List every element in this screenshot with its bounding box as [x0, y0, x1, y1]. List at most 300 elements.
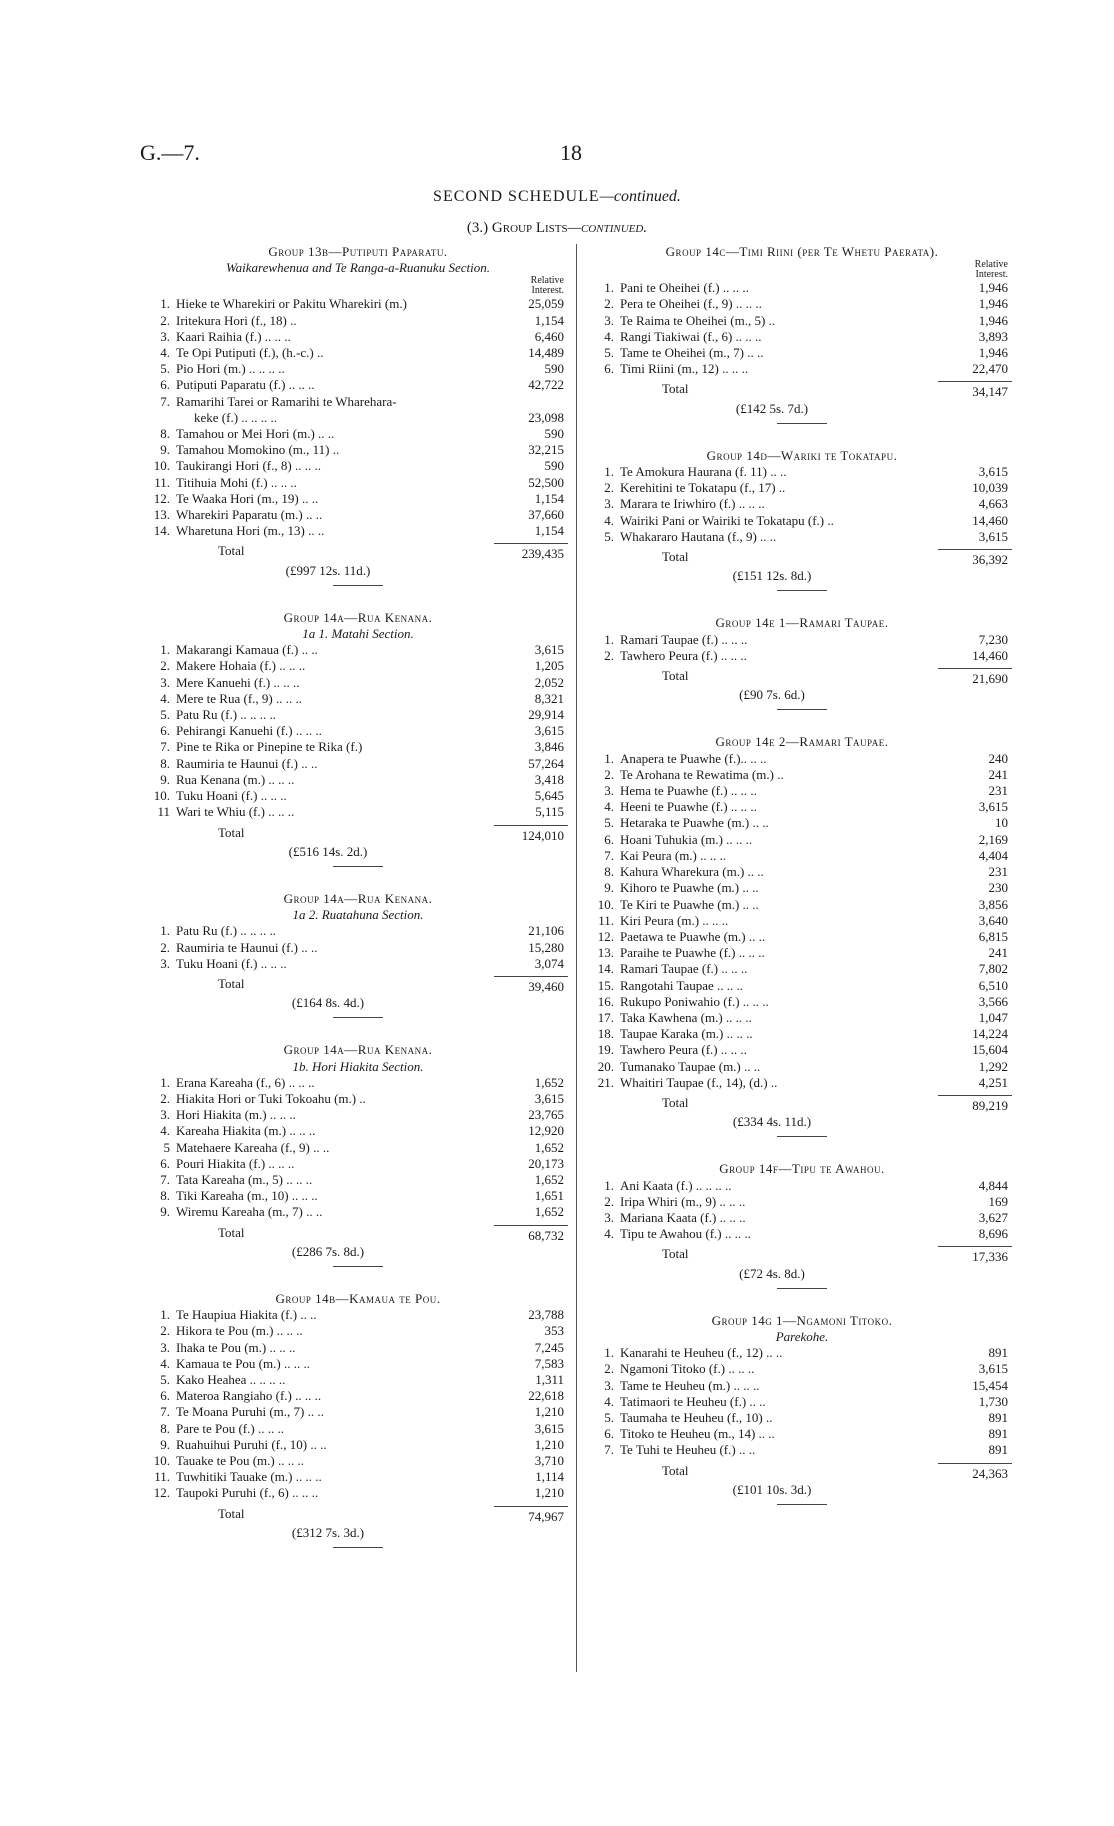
- owner-entry: [148, 1091, 366, 1107]
- owner-entry: [148, 377, 315, 393]
- relative-interest-value: 231: [988, 864, 1008, 880]
- total-value: 21,690: [938, 668, 1012, 687]
- list-item: [592, 783, 1012, 799]
- list-item: [592, 1442, 1012, 1458]
- total-value: 74,967: [494, 1506, 568, 1525]
- relative-interest-value: 42,722: [528, 377, 564, 393]
- total-row: [592, 668, 1012, 687]
- list-item: [148, 804, 568, 820]
- list-item: [592, 1075, 1012, 1091]
- relative-interest-value: 3,418: [534, 771, 564, 787]
- item-number: 1.: [160, 642, 170, 658]
- item-number: 12.: [153, 1485, 170, 1501]
- list-item: [148, 707, 568, 723]
- relative-interest-value: 2,052: [534, 674, 564, 690]
- item-number: 20.: [597, 1058, 614, 1074]
- owner-entry: [592, 1026, 753, 1042]
- owner-entry: [592, 815, 769, 831]
- owner-name: Te Opi Putiputi (f.), (h.-c.) ..: [176, 345, 324, 361]
- right-column: [592, 244, 1012, 1515]
- list-item: [592, 1345, 1012, 1361]
- owner-name: Te Kiri te Puawhe (m.) .. ..: [620, 896, 759, 912]
- owner-entry: [148, 723, 322, 739]
- relative-interest-value: 10,039: [972, 480, 1008, 496]
- relative-interest-value: 1,651: [534, 1188, 564, 1204]
- list-item: [148, 723, 568, 739]
- owner-name: Rua Kenana (m.) .. .. ..: [176, 771, 295, 787]
- relative-interest-value: 1,154: [534, 490, 564, 506]
- owner-name: Ramarihi Tarei or Ramarihi te Wharehara-: [176, 393, 397, 409]
- owner-name: Taupae Karaka (m.) .. .. ..: [620, 1026, 753, 1042]
- owner-name: Kaari Raihia (f.) .. .. ..: [176, 328, 291, 344]
- total-row: [148, 543, 568, 562]
- owner-name: Ngamoni Titoko (f.) .. .. ..: [620, 1361, 755, 1377]
- owner-entry: [592, 496, 765, 512]
- owner-entry: [148, 296, 407, 312]
- group-subtitle: 1a 1. Matahi Section.: [302, 626, 414, 642]
- list-item: [592, 913, 1012, 929]
- item-number: 3.: [604, 1377, 614, 1393]
- total-value: 68,732: [494, 1225, 568, 1244]
- item-number: 6.: [604, 831, 614, 847]
- owner-entry: [148, 394, 397, 410]
- owner-name: Wairiki Pani or Wairiki te Tokatapu (f.) ..: [620, 512, 834, 528]
- item-number: 2.: [604, 296, 614, 312]
- item-number: 4.: [160, 345, 170, 361]
- owner-entry: [148, 923, 276, 939]
- owner-entry: [592, 329, 762, 345]
- list-item: [148, 1437, 568, 1453]
- relative-interest-value: 1,210: [534, 1436, 564, 1452]
- item-number: 3.: [160, 674, 170, 690]
- item-number: 4.: [160, 1355, 170, 1371]
- item-number: 17.: [597, 1009, 614, 1025]
- money-amount: (£516 14s. 2d.): [288, 843, 368, 859]
- list-item: [148, 442, 568, 458]
- separator-rule: [777, 1504, 827, 1505]
- owner-name: Taukirangi Hori (f., 8) .. .. ..: [176, 458, 321, 474]
- relative-interest-value: 37,660: [528, 507, 564, 523]
- total-value: 39,460: [494, 976, 568, 995]
- list-item: [148, 1372, 568, 1388]
- owner-name: Putiputi Paparatu (f.) .. .. ..: [176, 377, 315, 393]
- relative-interest-value: 169: [988, 1193, 1008, 1209]
- list-item: [592, 496, 1012, 512]
- relative-interest-value: 3,615: [534, 642, 564, 658]
- total-label: Total: [662, 1462, 689, 1478]
- item-number: 5.: [160, 1371, 170, 1387]
- owner-entry: [148, 707, 276, 723]
- owner-entry: [592, 464, 786, 480]
- owner-entry: [592, 994, 769, 1010]
- relative-interest-value: 23,788: [528, 1307, 564, 1323]
- owner-name: Taka Kawhena (m.) .. .. ..: [620, 1009, 752, 1025]
- owner-name: Te Waaka Hori (m., 19) .. ..: [176, 490, 319, 506]
- owner-entry: [148, 658, 305, 674]
- owner-entry: [148, 691, 302, 707]
- list-item: [592, 1361, 1012, 1377]
- group-block: [592, 1299, 1012, 1505]
- relative-interest-value: 6,510: [978, 977, 1008, 993]
- item-number: 3.: [160, 955, 170, 971]
- relative-interest-value: 7,802: [978, 961, 1008, 977]
- separator-rule: [777, 1136, 827, 1137]
- page-number: 18: [560, 140, 582, 165]
- item-number: 6.: [604, 361, 614, 377]
- item-number: 4.: [160, 1123, 170, 1139]
- owner-name: Kahura Wharekura (m.) .. ..: [620, 864, 764, 880]
- item-number: 5.: [160, 361, 170, 377]
- owner-entry: [148, 1204, 322, 1220]
- relative-interest-value: 1,047: [978, 1009, 1008, 1025]
- item-number: 15.: [597, 977, 614, 993]
- group-block: [148, 1028, 568, 1267]
- owner-entry: [148, 1156, 294, 1172]
- relative-interest-value: 32,215: [528, 442, 564, 458]
- list-item: [148, 756, 568, 772]
- relative-interest-value: 15,454: [972, 1377, 1008, 1393]
- owner-entry: [148, 788, 287, 804]
- list-item: [592, 529, 1012, 545]
- list-item: [592, 632, 1012, 648]
- list-item: [148, 1421, 568, 1437]
- relative-interest-value: 3,856: [978, 896, 1008, 912]
- total-row: [148, 825, 568, 844]
- owner-entry: [592, 1226, 751, 1242]
- group-block: [148, 877, 568, 1018]
- relative-interest-value: 1,292: [978, 1058, 1008, 1074]
- item-number: 5.: [604, 1409, 614, 1425]
- list-item: [148, 1091, 568, 1107]
- group-title: Group 14g 1—Ngamoni Titoko.: [711, 1312, 893, 1328]
- relative-interest-value: 1,652: [534, 1139, 564, 1155]
- money-amount: (£312 7s. 3d.): [291, 1524, 365, 1540]
- separator-rule: [777, 590, 827, 591]
- item-number: 7.: [160, 739, 170, 755]
- item-number: 2.: [604, 480, 614, 496]
- group-subtitle: 1a 2. Ruatahuna Section.: [292, 907, 424, 923]
- relative-interest-value: 4,663: [978, 496, 1008, 512]
- relative-interest-value: 15,280: [528, 939, 564, 955]
- owner-entry: [592, 513, 834, 529]
- owner-name: Tuku Hoani (f.) .. .. ..: [176, 955, 287, 971]
- item-number: 2.: [604, 766, 614, 782]
- money-amount: (£151 12s. 8d.): [732, 568, 812, 584]
- list-item: [592, 280, 1012, 296]
- owner-entry: [592, 913, 728, 929]
- owner-entry: [148, 1188, 318, 1204]
- owner-name: Tame te Heuheu (m.) .. .. ..: [620, 1377, 760, 1393]
- owner-name: Tauake te Pou (m.) .. .. ..: [176, 1453, 304, 1468]
- group-subtitle: Parekohe.: [775, 1328, 829, 1344]
- relative-interest-value: 1,652: [534, 1204, 564, 1220]
- relative-interest-value: 3,615: [978, 799, 1008, 815]
- owner-entry: [592, 1410, 773, 1426]
- item-number: 9.: [604, 880, 614, 896]
- owner-entry: [148, 426, 334, 442]
- relative-interest-value: 1,311: [535, 1371, 564, 1387]
- relative-interest-header: [592, 260, 1012, 280]
- owner-entry: [592, 345, 764, 361]
- total-label: Total: [662, 668, 689, 684]
- list-item: [592, 480, 1012, 496]
- owner-name: Wharekiri Paparatu (m.) .. ..: [176, 507, 323, 523]
- relative-interest-value: 14,460: [972, 647, 1008, 663]
- schedule-title-continued: —continued.: [599, 188, 681, 205]
- item-number: 4.: [604, 512, 614, 528]
- item-number: 7.: [604, 1442, 614, 1458]
- list-item: [148, 1356, 568, 1372]
- total-row: [148, 1225, 568, 1244]
- owner-name: Heeni te Puawhe (f.) .. .. ..: [620, 799, 757, 815]
- spacer: [148, 596, 568, 610]
- list-item: [148, 1140, 568, 1156]
- item-number: 3.: [160, 328, 170, 344]
- relative-interest-value: [494, 394, 568, 410]
- relative-interest-value: 590: [544, 426, 564, 442]
- list-item: [592, 1210, 1012, 1226]
- relative-interest-value: 4,251: [978, 1074, 1008, 1090]
- owner-name: Hiakita Hori or Tuki Tokoahu (m.) ..: [176, 1090, 366, 1106]
- owner-name: Tata Kareaha (m., 5) .. .. ..: [176, 1171, 313, 1187]
- owner-name: Raumiria te Haunui (f.) .. ..: [176, 939, 318, 955]
- relative-interest-value: 3,627: [978, 1209, 1008, 1225]
- relative-interest-value: 3,846: [534, 739, 564, 755]
- owner-name: Matehaere Kareaha (f., 9) .. ..: [176, 1139, 330, 1155]
- list-item: [592, 1178, 1012, 1194]
- owner-entry: [148, 804, 294, 820]
- relative-interest-value: 2,169: [978, 831, 1008, 847]
- owner-name: Kiri Peura (m.) .. .. ..: [620, 912, 729, 928]
- owner-name: Marara te Iriwhiro (f.) .. .. ..: [620, 496, 765, 512]
- relative-interest-value: 1,114: [535, 1469, 564, 1485]
- owner-entry: [148, 1172, 312, 1188]
- item-number: 2.: [604, 1193, 614, 1209]
- group-subtitle: Waikarewhenua and Te Ranga-a-Ruanuku Section.: [226, 260, 490, 276]
- list-item: [148, 507, 568, 523]
- item-number: 2.: [604, 1361, 614, 1377]
- item-number: 13.: [153, 507, 170, 523]
- money-amount: (£164 8s. 4d.): [291, 995, 365, 1011]
- owner-entry: [592, 1178, 732, 1194]
- total-value: 17,336: [938, 1246, 1012, 1265]
- owner-entry: [592, 648, 747, 664]
- item-number: 3.: [160, 1107, 170, 1123]
- list-item: [592, 1378, 1012, 1394]
- money-amount: (£90 7s. 6d.): [739, 687, 805, 703]
- group-block: [592, 244, 1012, 424]
- item-number: 11: [157, 804, 170, 820]
- owner-name: Hema te Puawhe (f.) .. .. ..: [620, 783, 757, 799]
- group-block: [148, 244, 568, 586]
- item-number: 1.: [160, 1074, 170, 1090]
- list-item: [148, 658, 568, 674]
- list-item: [148, 642, 568, 658]
- item-number: 10.: [153, 1453, 170, 1468]
- item-number: 4.: [604, 328, 614, 344]
- owner-name: Tatimaori te Heuheu (f.) .. ..: [620, 1393, 766, 1409]
- item-number: 4.: [604, 1393, 614, 1409]
- spacer: [592, 1147, 1012, 1161]
- relative-interest-value: 231: [988, 783, 1008, 799]
- relative-interest-value: 29,914: [528, 707, 564, 723]
- owner-name: Tawhero Peura (f.) .. .. ..: [620, 1042, 747, 1058]
- owner-entry: [148, 507, 322, 523]
- group-block: [148, 596, 568, 867]
- item-number: 6.: [160, 1155, 170, 1171]
- group-title: Group 14a—Rua Kenana.: [283, 890, 433, 906]
- owner-name: Anapera te Puawhe (f.).. .. ..: [620, 750, 767, 766]
- relative-interest-value: 3,074: [534, 955, 564, 971]
- item-number: 7.: [160, 1171, 170, 1187]
- total-label: Total: [662, 1246, 689, 1262]
- list-item: [148, 1485, 568, 1501]
- relative-interest-value: 1,946: [978, 345, 1008, 361]
- owner-entry: [148, 1469, 322, 1485]
- owner-entry: [592, 929, 765, 945]
- list-item: [148, 691, 568, 707]
- owner-name: Pehirangi Kanuehi (f.) .. .. ..: [176, 723, 322, 739]
- relative-interest-value: 3,615: [534, 723, 564, 739]
- owner-entry: [592, 978, 743, 994]
- relative-interest-value: 891: [988, 1409, 1008, 1425]
- item-number: 8.: [160, 755, 170, 771]
- item-number: 2.: [160, 939, 170, 955]
- relative-interest-value: 5,645: [534, 788, 564, 804]
- owner-entry: [148, 361, 285, 377]
- spacer: [148, 1277, 568, 1291]
- relative-interest-value: 10: [995, 815, 1008, 831]
- relative-interest-value: 3,566: [978, 993, 1008, 1009]
- owner-name: Taumaha te Heuheu (f., 10) ..: [620, 1409, 773, 1425]
- list-item: [592, 1194, 1012, 1210]
- list-item: [148, 394, 568, 410]
- item-number: 7.: [160, 1404, 170, 1420]
- owner-name: Te Haupiua Hiakita (f.) .. ..: [176, 1307, 317, 1323]
- group-title: Group 14d—Wariki te Tokatapu.: [706, 447, 898, 463]
- owner-name: Iritekura Hori (f., 18) ..: [176, 312, 297, 328]
- item-number: 1.: [604, 631, 614, 647]
- list-item: [592, 1010, 1012, 1026]
- owner-entry: [148, 1388, 321, 1404]
- item-number: 8.: [160, 1420, 170, 1436]
- relative-interest-value: 23,098: [528, 409, 564, 425]
- relative-interest-value: 3,893: [978, 328, 1008, 344]
- separator-rule: [777, 1288, 827, 1289]
- list-item: [148, 956, 568, 972]
- item-number: 7.: [160, 393, 170, 409]
- list-item: [148, 329, 568, 345]
- item-number: 10.: [153, 788, 170, 804]
- owner-entry: [592, 751, 767, 767]
- list-item: [148, 475, 568, 491]
- owner-entry: [592, 1394, 766, 1410]
- relative-interest-value: 891: [988, 1442, 1008, 1458]
- owner-name: Kerehitini te Tokatapu (f., 17) ..: [620, 480, 786, 496]
- owner-entry: [592, 799, 757, 815]
- owner-name: Mere te Rua (f., 9) .. .. ..: [176, 690, 302, 706]
- owner-entry: [592, 632, 747, 648]
- owner-entry: [592, 1426, 775, 1442]
- list-item: [592, 961, 1012, 977]
- owner-name: Rangotahi Taupae .. .. ..: [620, 977, 744, 993]
- owner-entry: [592, 832, 752, 848]
- relative-interest-value: 14,224: [972, 1026, 1008, 1042]
- owner-entry: [592, 313, 775, 329]
- list-item: [148, 458, 568, 474]
- owner-entry: [592, 945, 765, 961]
- relative-interest-value: 20,173: [528, 1155, 564, 1171]
- owner-name: Te Amokura Haurana (f. 11) .. ..: [620, 464, 787, 480]
- owner-entry: [148, 642, 318, 658]
- list-item: [148, 345, 568, 361]
- relative-interest-value: 891: [988, 1345, 1008, 1361]
- owner-name: Pani te Oheihei (f.) .. .. ..: [620, 280, 749, 296]
- item-number: 12.: [597, 928, 614, 944]
- owner-name: Titoko te Heuheu (m., 14) .. ..: [620, 1426, 775, 1442]
- item-number: 9.: [160, 1204, 170, 1220]
- owner-entry: [148, 756, 318, 772]
- relative-interest-value: 3,710: [534, 1453, 564, 1468]
- list-item: [592, 648, 1012, 664]
- owner-entry: [592, 1378, 760, 1394]
- relative-interest-value: 23,765: [528, 1107, 564, 1123]
- owner-name: Tumanako Taupae (m.) .. ..: [620, 1058, 761, 1074]
- relative-interest-value: 1,210: [534, 1485, 564, 1501]
- owner-name: Whaitiri Taupae (f., 14), (d.) ..: [620, 1074, 778, 1090]
- item-number: 1.: [604, 464, 614, 480]
- total-row: [592, 1246, 1012, 1265]
- relative-interest-value: 8,321: [534, 690, 564, 706]
- spacer: [592, 434, 1012, 448]
- owner-name: Makere Hohaia (f.) .. .. ..: [176, 658, 306, 674]
- list-item: [148, 1188, 568, 1204]
- owner-name: Tamahou Momokino (m., 11) ..: [176, 442, 340, 458]
- owner-name: Timi Riini (m., 12) .. .. ..: [620, 361, 749, 377]
- item-number: 5.: [604, 528, 614, 544]
- total-value: 239,435: [494, 543, 568, 562]
- owner-entry: [592, 296, 762, 312]
- total-value: 24,363: [938, 1463, 1012, 1482]
- separator-rule: [333, 1266, 383, 1267]
- owner-entry: [148, 1340, 296, 1356]
- item-number: 9.: [160, 442, 170, 458]
- list-item: [592, 1026, 1012, 1042]
- list-item: [148, 523, 568, 539]
- group-title: Group 14c—Timi Riini (per Te Whetu Paerata).: [665, 244, 939, 259]
- owner-name: Kanarahi te Heuheu (f., 12) .. ..: [620, 1345, 783, 1361]
- relative-interest-value: 353: [544, 1323, 564, 1339]
- group-title: Group 14a—Rua Kenana.: [283, 1042, 433, 1058]
- relative-interest-value: 5,115: [535, 804, 564, 820]
- owner-name: Iripa Whiri (m., 9) .. .. ..: [620, 1193, 746, 1209]
- list-item: [592, 1410, 1012, 1426]
- total-label: Total: [662, 381, 689, 397]
- list-item: [592, 1042, 1012, 1058]
- item-number: 3.: [604, 783, 614, 799]
- relative-interest-value: 22,618: [528, 1388, 564, 1404]
- owner-name: Wharetuna Hori (m., 13) .. ..: [176, 523, 325, 539]
- item-number: 8.: [604, 864, 614, 880]
- list-item: [148, 739, 568, 755]
- item-number: 1.: [604, 1345, 614, 1361]
- item-number: 9.: [160, 771, 170, 787]
- relative-interest-value: 57,264: [528, 755, 564, 771]
- relative-interest-value: 241: [988, 945, 1008, 961]
- item-number: 21.: [597, 1074, 614, 1090]
- list-item: [592, 1226, 1012, 1242]
- relative-interest-value: 6,815: [978, 928, 1008, 944]
